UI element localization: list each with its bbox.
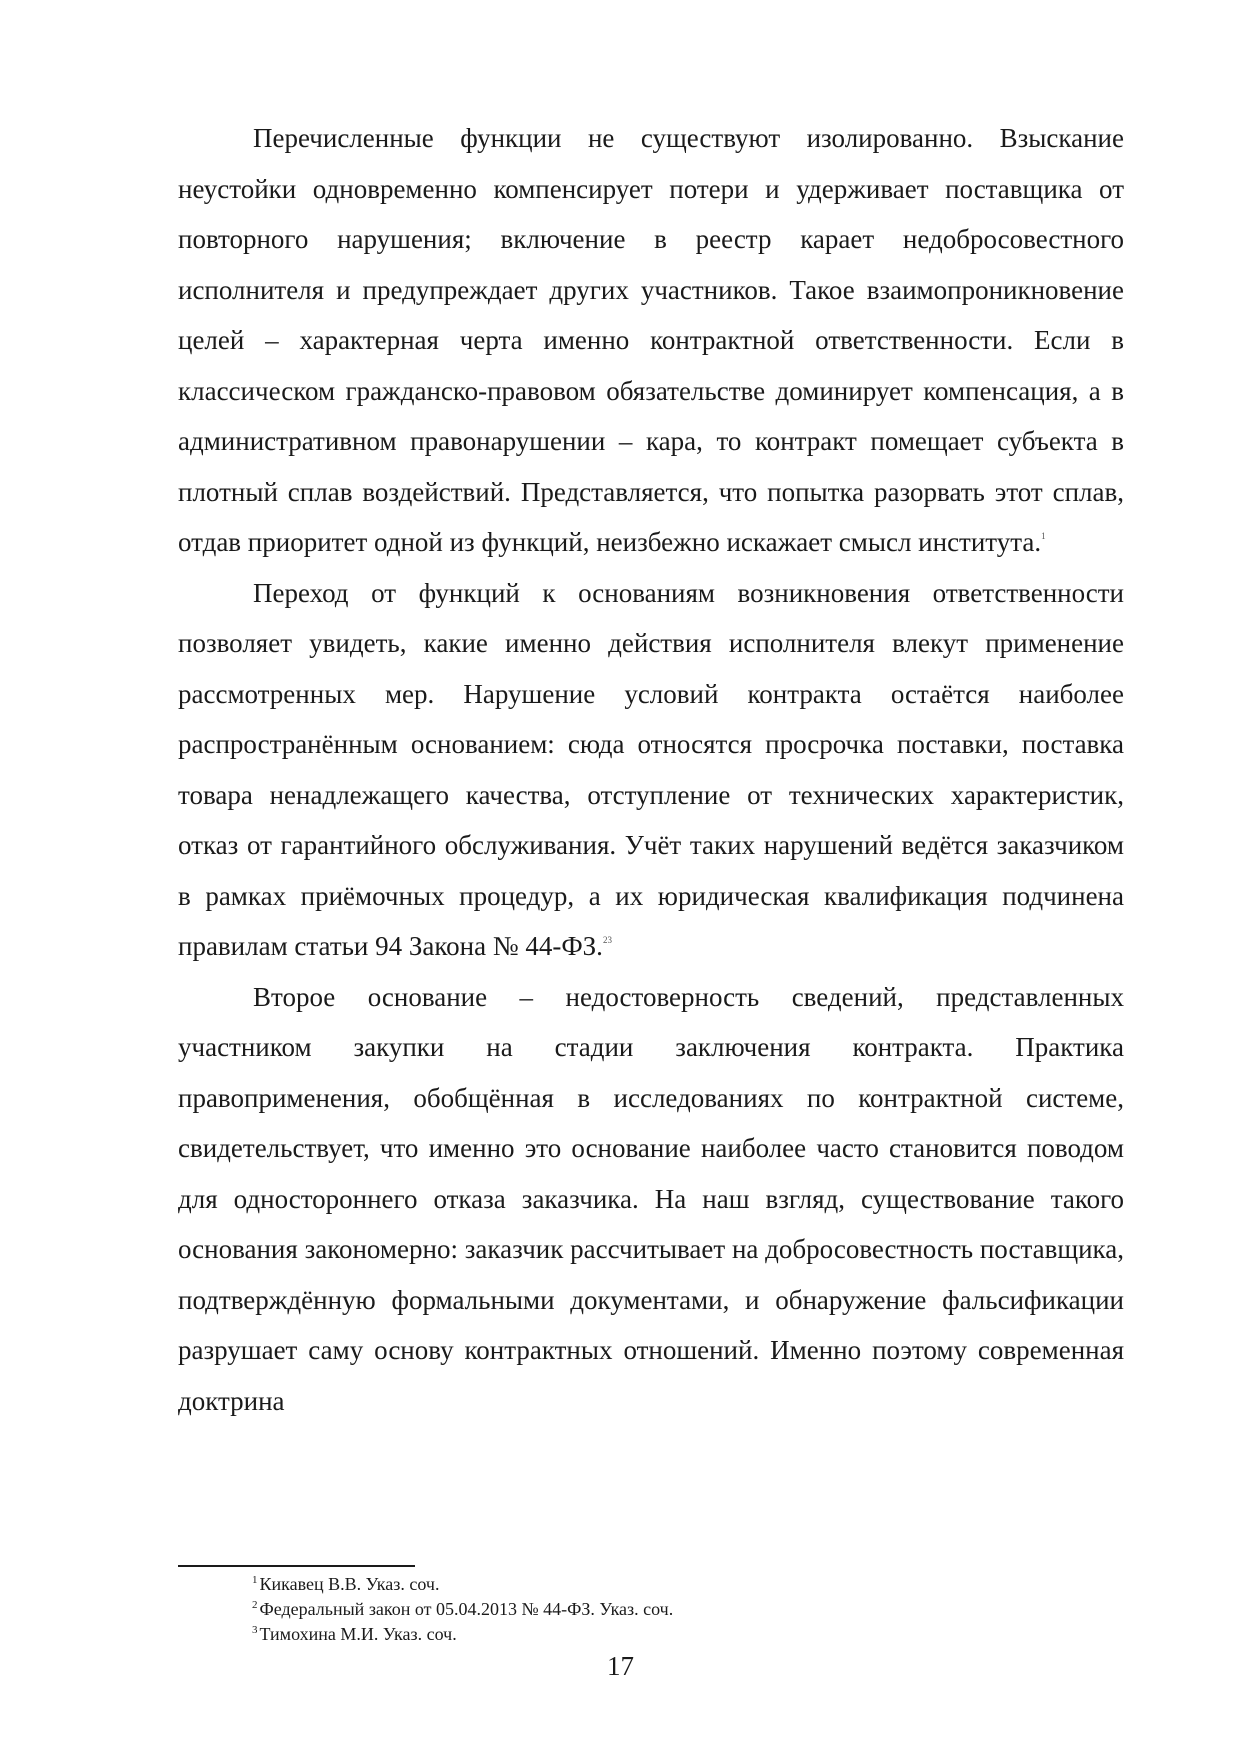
- body-text: [178, 113, 1124, 1426]
- paragraph-3: [178, 972, 1124, 1427]
- footnote-number: 3: [252, 1624, 258, 1636]
- footnote-reference: 23: [602, 935, 612, 945]
- paragraph-text: Второе основание – недостоверность сведений, представленных участником закупки на стадии заключения контракта. Практика правоприменения, обобщённая в исследованиях по контрактной системе, свидетельствует, что именно это основание наиболее часто становится поводом для одностороннего отказа заказчика. На наш взгляд, существование такого основания закономерно: заказчик рассчитывает на добросовестность поставщика, подтверждённую формальными документами, и обнаружение фальсификации разрушает саму основу контрактных отношений. Именно поэтому современная доктрина: [178, 981, 1124, 1416]
- footnotes: [252, 1572, 1112, 1647]
- footnote: [252, 1622, 1112, 1647]
- footnote-number: 1: [252, 1574, 258, 1586]
- paragraph-text: Перечисленные функции не существуют изолированно. Взыскание неустойки одновременно компенсирует потери и удерживает поставщика от повторного нарушения; включение в реестр карает недобросовестного исполнителя и предупреждает других участников. Такое взаимопроникновение целей – характерная черта именно контрактной ответственности. Если в классическом гражданско-правовом обязательстве доминирует компенсация, а в административном правонарушении – кара, то контракт помещает субъекта в плотный сплав воздействий. Представляется, что попытка разорвать этот сплав, отдав приоритет одной из функций, неизбежно искажает смысл института.: [178, 123, 1124, 557]
- footnote-reference: 1: [1041, 531, 1046, 541]
- footnote: [252, 1572, 1112, 1597]
- footnote: [252, 1597, 1112, 1622]
- page-number: 17: [607, 1651, 634, 1681]
- paragraph-2: [178, 568, 1124, 972]
- footnote-number: 2: [252, 1599, 258, 1611]
- footnote-text: Кикавец В.В. Указ. соч.: [259, 1574, 440, 1594]
- footnote-text: Федеральный закон от 05.04.2013 № 44-ФЗ. Указ. соч.: [259, 1599, 674, 1619]
- paragraph-text: Переход от функций к основаниям возникновения ответственности позволяет увидеть, какие именно действия исполнителя влекут применение рассмотренных мер. Нарушение условий контракта остаётся наиболее распространённым основанием: сюда относятся просрочка поставки, поставка товара ненадлежащего качества, отступление от технических характеристик, отказ от гарантийного обслуживания. Учёт таких нарушений ведётся заказчиком в рамках приёмочных процедур, а их юридическая квалификация подчинена правилам статьи 94 Закона № 44-ФЗ.: [178, 577, 1124, 961]
- paragraph-1: [178, 113, 1124, 568]
- footnote-separator: [178, 1565, 415, 1567]
- footnote-text: Тимохина М.И. Указ. соч.: [259, 1624, 457, 1644]
